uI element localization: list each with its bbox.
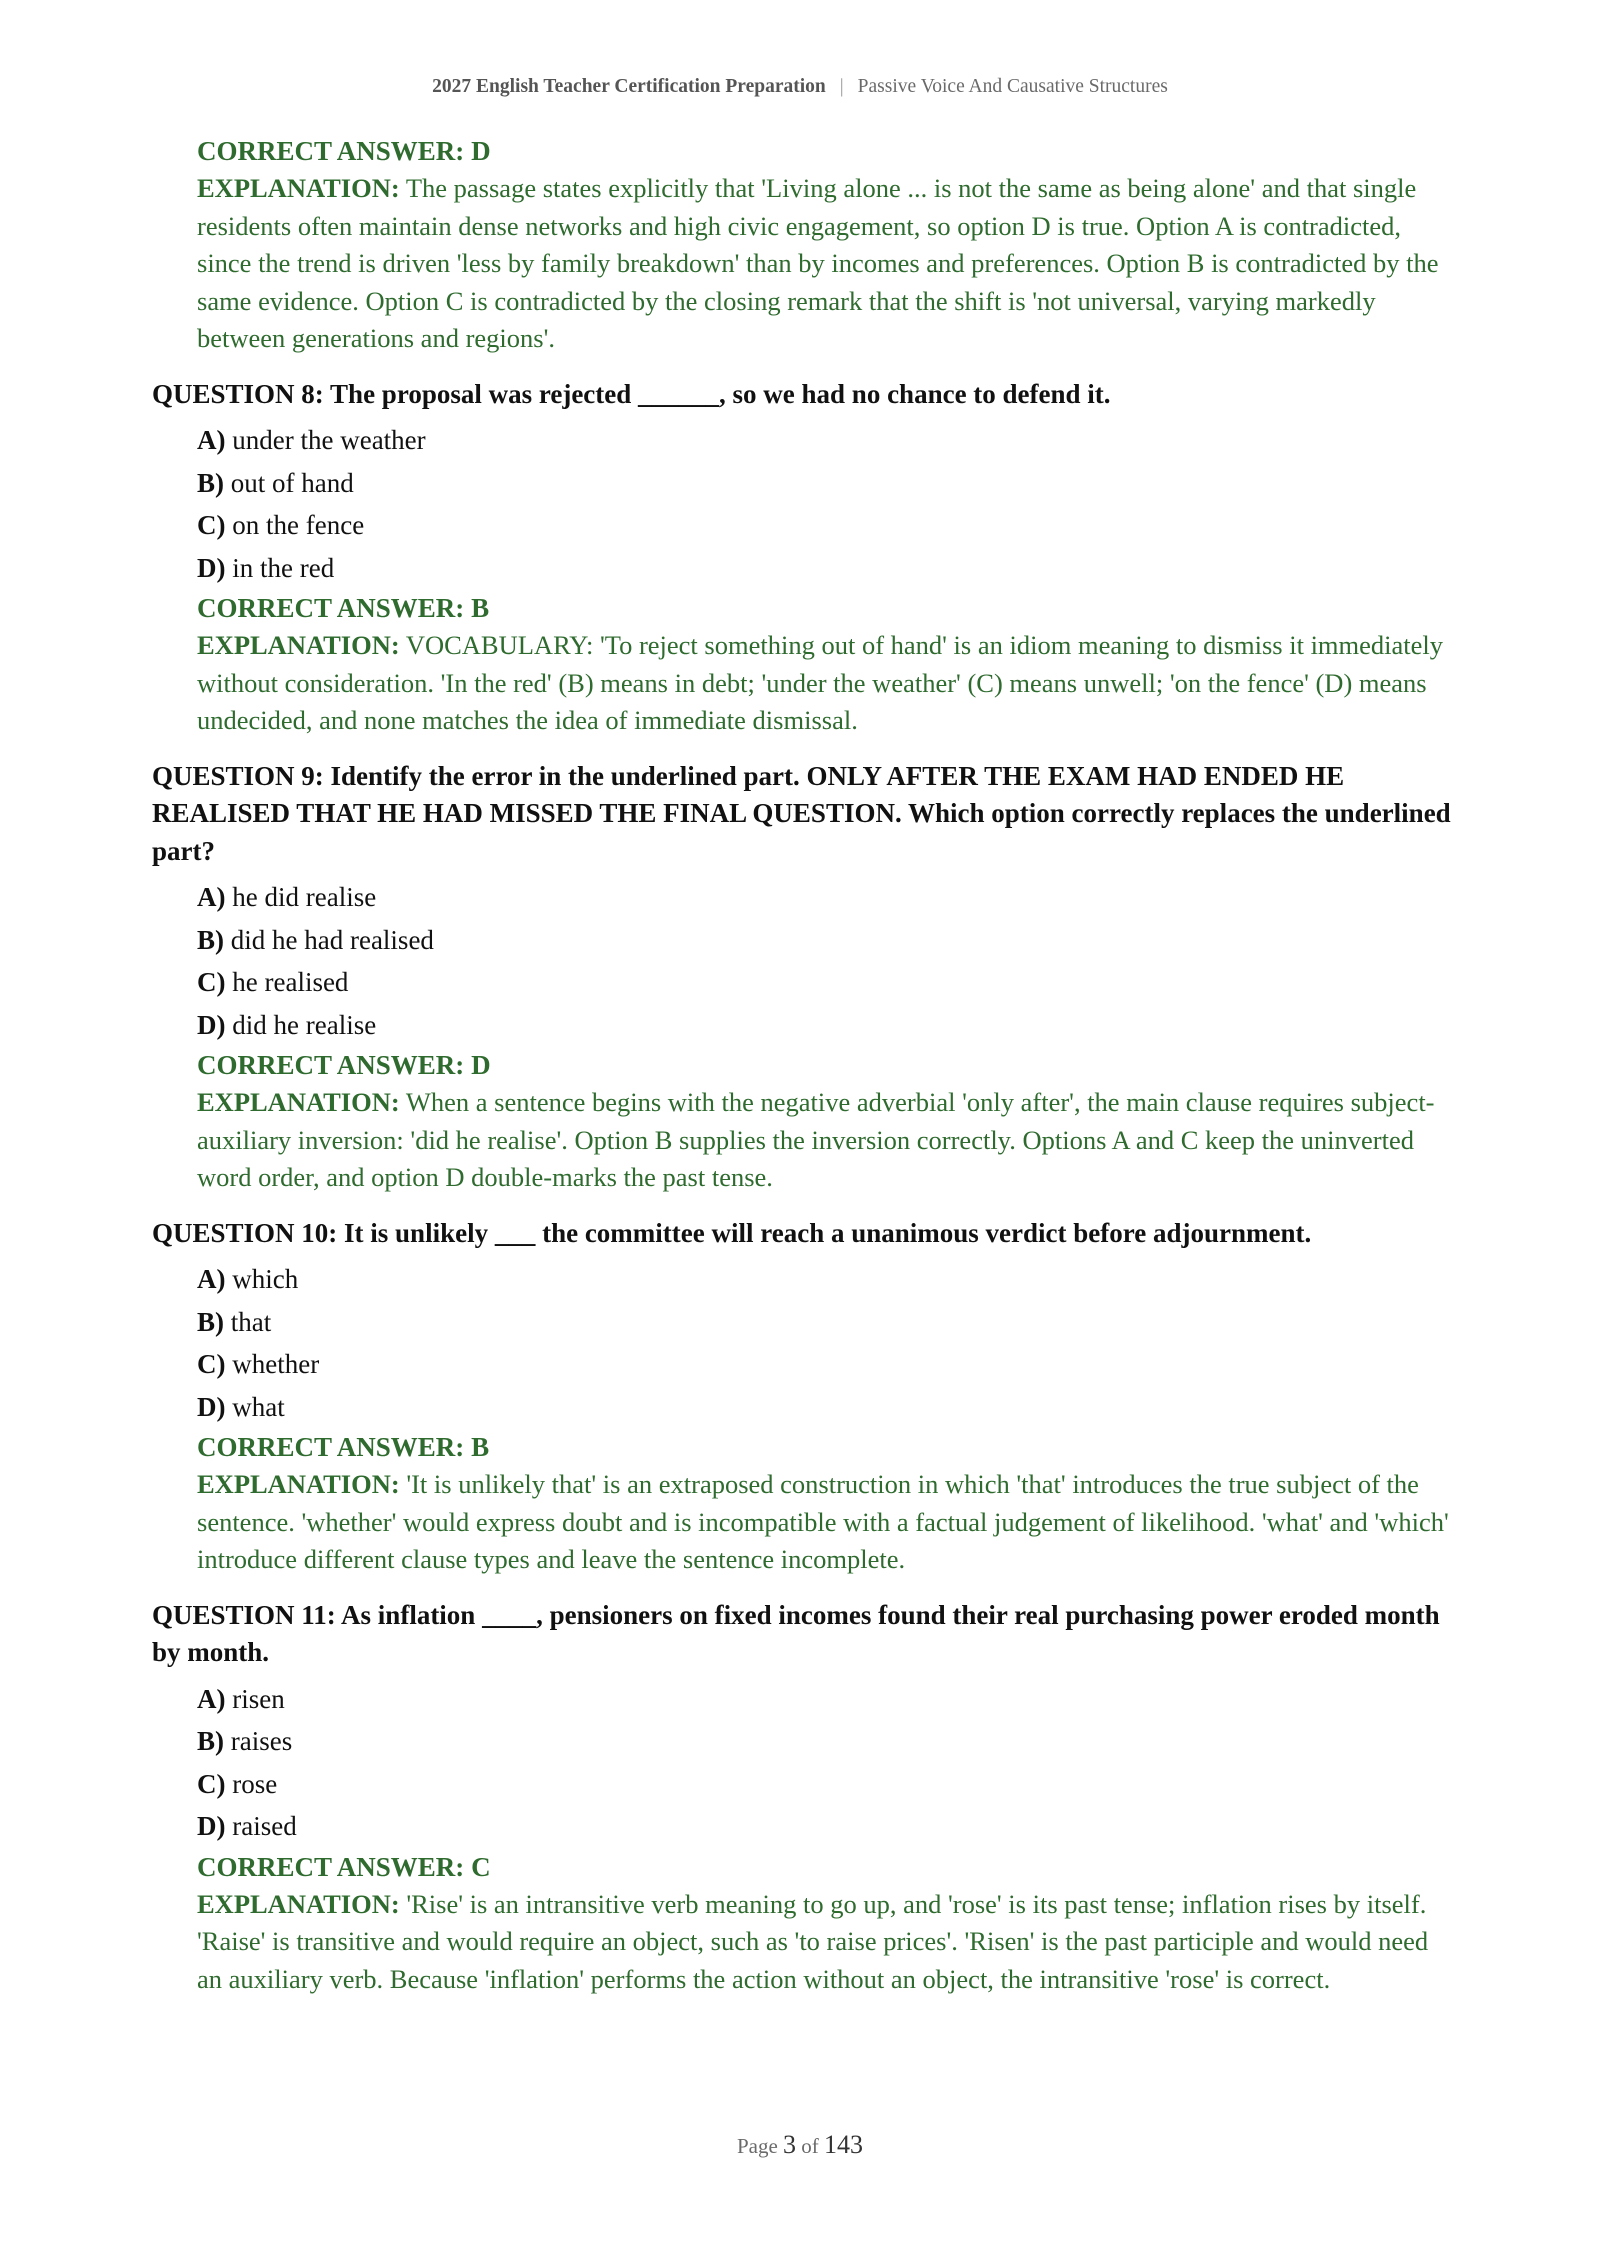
answer-option (197, 1004, 1452, 1047)
explanation-label: EXPLANATION: (197, 630, 400, 660)
option-text: did he realise (232, 1009, 377, 1040)
option-letter: D) (197, 1009, 226, 1040)
option-text: in the red (232, 552, 335, 583)
question-text: QUESTION 8: The proposal was rejected ______, so we had no chance to defend it. (152, 378, 1111, 409)
total-pages: 143 (824, 2130, 864, 2159)
option-letter: B) (197, 1306, 224, 1337)
correct-answer-letter: D (471, 136, 491, 166)
answer-option (197, 1258, 1452, 1301)
option-text: under the weather (232, 425, 426, 455)
option-letter: B) (197, 924, 224, 955)
question-text: QUESTION 10: It is unlikely ___ the committee will reach a unanimous verdict before adjournment. (152, 1217, 1312, 1248)
option-text: out of hand (230, 467, 354, 498)
answer-option (197, 1805, 1452, 1848)
section-title: Passive Voice And Causative Structures (857, 76, 1168, 97)
option-letter: B) (197, 467, 224, 498)
explanation-text: VOCABULARY: 'To reject something out of hand' is an idiom meaning to dismiss it immediately without consideration. 'In the red' (B) means in debt; 'under the weather' (C) means unwell; 'on the fence' (D) means undecided, and none matches the idea of immediate dismissal. (197, 630, 1444, 735)
option-letter: A) (197, 1683, 226, 1714)
correct-answer (197, 1046, 1452, 1084)
answer-option (197, 961, 1452, 1004)
explanation-text: When a sentence begins with the negative adverbial 'only after', the main clause requires subject-auxiliary inversion: 'did he realise'. Option B supplies the inversion correctly. Options A and C keep the uninverted word order, and option D double-marks the past tense. (197, 1087, 1435, 1192)
explanation-text: 'Rise' is an intransitive verb meaning to go up, and 'rose' is its past tense; inflation rises by itself. 'Raise' is transitive and would require an object, such as 'to raise prices'. 'Risen' is the past participle and would need an auxiliary verb. Because 'inflation' performs the action without an object, the intransitive 'rose' is correct. (197, 1888, 1429, 1994)
option-text: whether (232, 1349, 320, 1379)
option-text: he realised (232, 967, 349, 997)
explanation (197, 1466, 1452, 1579)
correct-answer-letter: D (471, 1050, 491, 1080)
option-letter: C) (197, 1768, 226, 1799)
answer-option (197, 419, 1452, 462)
option-letter: B) (197, 1726, 224, 1756)
option-text: raised (232, 1811, 297, 1841)
question-text: QUESTION 11: As inflation ____, pensioners on fixed incomes found their real purchasing power eroded month by month. (152, 1599, 1440, 1667)
explanation (197, 170, 1452, 358)
correct-answer (197, 589, 1452, 627)
option-letter: A) (197, 1264, 226, 1294)
correct-answer-label: CORRECT ANSWER: (197, 593, 472, 623)
correct-answer (197, 1848, 1452, 1886)
answer-option (197, 1678, 1452, 1721)
option-text: rose (232, 1768, 278, 1799)
question-text: QUESTION 9: Identify the error in the underlined part. ONLY AFTER THE EXAM HAD ENDED HE REALISED THAT HE HAD MISSED THE FINAL QUESTION. Which option correctly replaces the underlined part? (152, 760, 1451, 866)
page-number: 3 (783, 2130, 797, 2159)
option-letter: D) (197, 552, 226, 583)
explanation-text: The passage states explicitly that 'Living alone ... is not the same as being alone' and that single residents often maintain dense networks and high civic engagement, so option D is true. Option A is contradicted, since the trend is driven 'less by family breakdown' than by incomes and preferences. Option B is contradicted by the same evidence. Option C is contradicted by the closing remark that the shift is 'not universal, varying markedly between generations and regions'. (197, 173, 1439, 353)
explanation (197, 1084, 1452, 1197)
option-text: on the fence (232, 510, 365, 540)
option-text: what (232, 1391, 285, 1422)
answer-option (197, 919, 1452, 962)
correct-answer-label: CORRECT ANSWER: (197, 136, 472, 166)
correct-answer-label: CORRECT ANSWER: (197, 1432, 472, 1462)
correct-answer-letter: B (471, 593, 490, 623)
option-letter: D) (197, 1391, 226, 1422)
explanation (197, 1886, 1452, 1999)
of-label: of (801, 2134, 819, 2158)
option-text: raises (230, 1726, 293, 1756)
page-content (152, 132, 1452, 2016)
option-letter: A) (197, 425, 226, 455)
explanation-label: EXPLANATION: (197, 173, 400, 203)
answer-option (197, 876, 1452, 919)
correct-answer (197, 1428, 1452, 1466)
option-letter: D) (197, 1811, 226, 1841)
option-letter: C) (197, 510, 226, 540)
correct-answer (197, 132, 1452, 170)
answer-option (197, 1763, 1452, 1806)
page-footer (0, 2130, 1600, 2160)
page-header (0, 76, 1600, 98)
header-separator: | (839, 76, 844, 97)
page-label: Page (736, 2134, 778, 2158)
correct-answer-letter: C (471, 1851, 491, 1882)
correct-answer-letter: B (471, 1432, 490, 1462)
answer-option (197, 1301, 1452, 1344)
answer-option (197, 504, 1452, 547)
answer-option (197, 462, 1452, 505)
explanation-label: EXPLANATION: (197, 1087, 400, 1117)
answer-option (197, 1343, 1452, 1386)
option-text: which (232, 1264, 299, 1294)
document-title: 2027 English Teacher Certification Preparation (432, 76, 826, 97)
explanation-text: 'It is unlikely that' is an extraposed construction in which 'that' introduces the true subject of the sentence. 'whether' would express doubt and is incompatible with a factual judgement of likelihood. 'what' and 'which' introduce different clause types and leave the sentence incomplete. (197, 1469, 1449, 1574)
explanation-label: EXPLANATION: (197, 1888, 400, 1919)
option-text: he did realise (232, 882, 377, 912)
option-letter: C) (197, 967, 226, 997)
option-text: did he had realised (230, 924, 434, 955)
answer-option (197, 547, 1452, 590)
answer-option (197, 1386, 1452, 1429)
explanation-label: EXPLANATION: (197, 1469, 400, 1499)
option-letter: A) (197, 882, 226, 912)
answer-option (197, 1720, 1452, 1763)
option-text: that (230, 1306, 272, 1337)
option-letter: C) (197, 1349, 226, 1379)
correct-answer-label: CORRECT ANSWER: (197, 1851, 472, 1882)
correct-answer-label: CORRECT ANSWER: (197, 1050, 472, 1080)
option-text: risen (232, 1683, 285, 1714)
explanation (197, 627, 1452, 740)
